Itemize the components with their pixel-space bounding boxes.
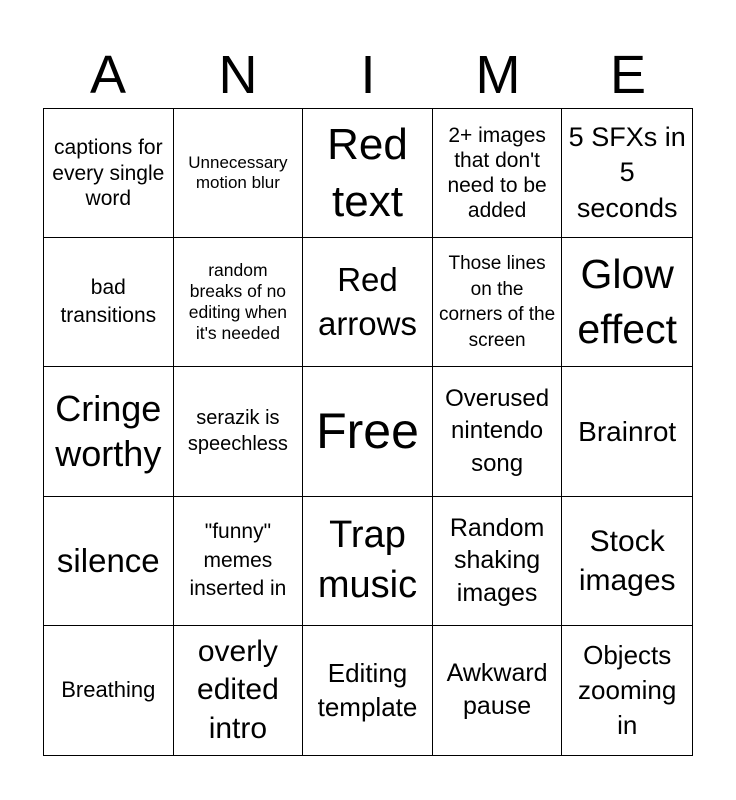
bingo-cell[interactable] (433, 238, 563, 367)
bingo-cell[interactable] (562, 109, 692, 238)
bingo-cell[interactable] (174, 497, 304, 626)
header-letter-m: M (475, 45, 521, 105)
cell-text: "funny" memes inserted in (189, 520, 287, 600)
cell-text: Cringe worthy (55, 388, 162, 475)
bingo-cell[interactable] (303, 109, 433, 238)
cell-text: 2+ images that don't need to be added (447, 123, 547, 223)
bingo-cell[interactable] (44, 367, 174, 496)
bingo-cell[interactable] (44, 238, 174, 367)
cell-text: random breaks of no editing when it's needed (188, 260, 288, 344)
bingo-cell[interactable] (303, 497, 433, 626)
cell-text: Overused nintendo song (445, 385, 550, 477)
bingo-cell[interactable] (433, 367, 563, 496)
cell-text: Stock images (578, 524, 676, 597)
header-letter-n: N (218, 45, 258, 105)
bingo-cell[interactable] (44, 497, 174, 626)
cell-text: bad transitions (60, 275, 157, 328)
cell-text: Red arrows (317, 260, 417, 343)
cell-text: Unnecessary motion blur (188, 152, 288, 193)
bingo-cell[interactable] (562, 367, 692, 496)
bingo-cell[interactable] (433, 497, 563, 626)
cell-text: Objects zooming in (578, 640, 677, 740)
bingo-header (43, 40, 693, 108)
cell-text: silence (56, 541, 160, 579)
bingo-cell[interactable] (562, 497, 692, 626)
bingo-cell[interactable] (174, 626, 304, 755)
cell-text: captions for every single word (52, 136, 165, 210)
cell-text: Trap music (317, 514, 418, 606)
cell-text: Red text (327, 119, 408, 227)
bingo-cell[interactable] (174, 367, 304, 496)
bingo-cell[interactable] (562, 238, 692, 367)
cell-text: overly edited intro (197, 634, 279, 745)
cell-text: Random shaking images (449, 513, 545, 607)
header-letter-i: I (360, 45, 376, 105)
cell-text: Glow effect (577, 250, 677, 353)
cell-text: 5 SFXs in 5 seconds (568, 121, 686, 223)
free-space-cell[interactable] (303, 367, 433, 496)
bingo-cell[interactable] (303, 238, 433, 367)
bingo-cell[interactable] (433, 626, 563, 755)
cell-text: Those lines on the corners of the screen (439, 253, 556, 351)
cell-text: Editing template (317, 658, 418, 723)
header-letter-e: E (609, 45, 647, 105)
cell-text: serazik is speechless (187, 407, 288, 456)
header-letter-a: A (89, 45, 127, 105)
bingo-cell[interactable] (562, 626, 692, 755)
cell-text: Breathing (61, 677, 156, 703)
bingo-cell[interactable] (174, 238, 304, 367)
bingo-cell[interactable] (44, 626, 174, 755)
cell-text: Brainrot (578, 415, 677, 447)
bingo-cell[interactable] (174, 109, 304, 238)
bingo-board (43, 108, 693, 756)
cell-text: Awkward pause (446, 658, 548, 721)
bingo-cell[interactable] (433, 109, 563, 238)
free-space-text: Free (316, 403, 419, 460)
bingo-cell[interactable] (44, 109, 174, 238)
bingo-cell[interactable] (303, 626, 433, 755)
